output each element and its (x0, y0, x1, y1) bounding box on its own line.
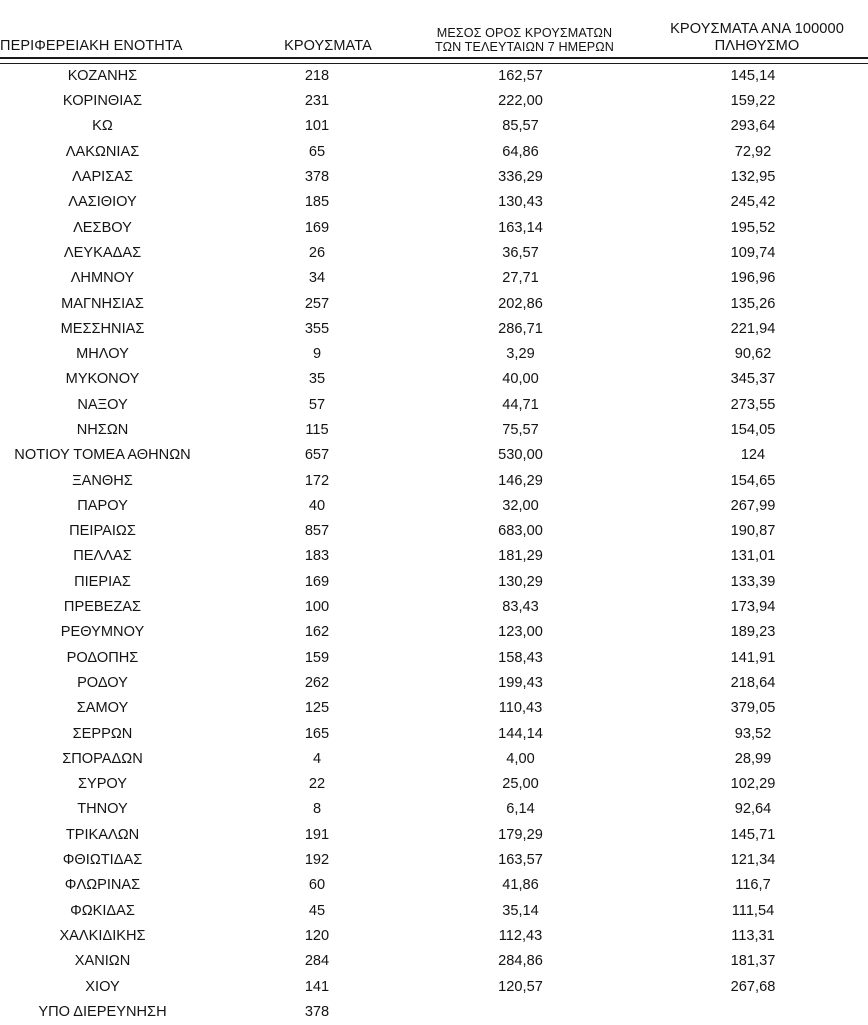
column-header-avg7days-line-1: ΜΕΣΟΣ ΟΡΟΣ ΚΡΟΥΣΜΑΤΩΝ (436, 25, 613, 40)
table-row (0, 216, 868, 241)
cell-avg: 530,00 (498, 447, 543, 464)
cell-cases: 65 (308, 143, 326, 160)
table-row (0, 165, 868, 190)
cell-region: ΧΑΛΚΙΔΙΚΗΣ (59, 927, 146, 944)
cell-region: ΝΟΤΙΟΥ ΤΟΜΕΑ ΑΘΗΝΩΝ (14, 447, 191, 464)
cell-per100k: 221,94 (730, 320, 776, 337)
cell-cases: 60 (308, 877, 326, 894)
cell-per100k: 135,26 (730, 295, 776, 312)
cell-cases: 35 (308, 371, 326, 388)
cell-cases: 257 (304, 295, 330, 312)
header-spacer-cell (253, 0, 403, 21)
cell-region: ΡΟΔΟΠΗΣ (66, 649, 139, 666)
cell-avg: 4,00 (506, 750, 535, 767)
table-row (0, 266, 868, 291)
cell-avg: 146,29 (498, 472, 543, 489)
cell-per100k: 141,91 (730, 649, 776, 666)
cell-region: ΧΙΟΥ (85, 978, 120, 995)
table-header (0, 0, 868, 63)
cell-region: ΡΕΘΥΜΝΟΥ (60, 624, 145, 641)
cell-avg: 27,71 (502, 270, 539, 287)
table-row (0, 747, 868, 772)
table-row (0, 367, 868, 392)
cell-avg: 336,29 (498, 169, 543, 186)
cell-per100k: 245,42 (730, 194, 776, 211)
cell-per100k: 72,92 (734, 143, 772, 160)
cell-cases: 26 (308, 244, 326, 261)
cell-cases: 378 (304, 1003, 330, 1020)
column-header-per-100000-population (646, 21, 868, 58)
cell-region: ΝΑΞΟΥ (77, 396, 128, 413)
table-row (0, 140, 868, 165)
cell-avg: 44,71 (502, 396, 539, 413)
cell-cases: 657 (304, 447, 330, 464)
table-row (0, 317, 868, 342)
table-row (0, 797, 868, 822)
cell-cases: 192 (304, 852, 330, 869)
cell-region: ΜΥΚΟΝΟΥ (65, 371, 140, 388)
table-row (0, 620, 868, 645)
table-row (0, 519, 868, 544)
cell-per100k: 195,52 (730, 219, 776, 236)
table-row (0, 292, 868, 317)
cell-region: ΚΟΡΙΝΘΙΑΣ (62, 93, 143, 110)
column-header-region-line-1: ΠΕΡΙΦΕΡΕΙΑΚΗ ΕΝΟΤΗΤΑ (0, 38, 183, 55)
cell-region: ΤΗΝΟΥ (77, 801, 128, 818)
cell-region: ΠΑΡΟΥ (77, 497, 128, 514)
cell-cases: 185 (304, 194, 330, 211)
cell-region: ΠΙΕΡΙΑΣ (74, 573, 131, 590)
cell-cases: 115 (305, 422, 329, 438)
table-row (0, 342, 868, 367)
cell-per100k: 190,87 (730, 523, 776, 540)
cell-per100k: 159,22 (730, 93, 776, 110)
table-row (0, 848, 868, 873)
cell-cases: 4 (312, 750, 322, 767)
cell-per100k: 102,29 (730, 776, 776, 793)
cell-cases: 159 (304, 649, 330, 666)
cell-per100k: 90,62 (734, 346, 772, 363)
cell-region: ΣΑΜΟΥ (76, 700, 129, 717)
cell-cases: 120 (304, 927, 330, 944)
cell-avg: 36,57 (502, 244, 539, 261)
cell-per100k: 145,14 (730, 67, 776, 84)
cell-cases: 162 (304, 624, 330, 641)
cell-region: ΚΟΖΑΝΗΣ (67, 67, 138, 84)
cell-avg: 123,00 (498, 624, 543, 641)
cell-per100k: 154,05 (730, 422, 776, 438)
cell-region: ΛΑΚΩΝΙΑΣ (65, 143, 140, 160)
cell-avg: 40,00 (502, 371, 539, 388)
cell-per100k: 173,94 (730, 599, 776, 616)
cell-avg: 130,43 (498, 194, 543, 211)
header-spacer-cell (646, 0, 868, 21)
cell-region: ΥΠΟ ΔΙΕΡΕΥΝΗΣΗ (38, 1003, 167, 1020)
cell-region: ΞΑΝΘΗΣ (72, 472, 133, 489)
cell-avg: 163,14 (498, 219, 543, 236)
cell-avg: 25,00 (502, 776, 539, 793)
cell-cases: 165 (304, 725, 330, 742)
cell-region: ΛΕΥΚΑΔΑΣ (63, 244, 142, 261)
cell-cases: 191 (304, 826, 330, 843)
cell-cases: 141 (304, 978, 330, 995)
table-row (0, 393, 868, 418)
cell-cases: 231 (304, 93, 330, 110)
cell-region: ΣΥΡΟΥ (77, 776, 128, 793)
cell-avg: 32,00 (502, 497, 539, 514)
cell-per100k: 267,99 (730, 497, 776, 514)
cell-region: ΣΕΡΡΩΝ (72, 725, 133, 742)
cell-region: ΧΑΝΙΩΝ (74, 953, 131, 970)
cell-region: ΦΩΚΙΔΑΣ (70, 902, 135, 919)
cell-cases: 45 (308, 902, 326, 919)
cell-avg: 64,86 (502, 143, 539, 160)
cell-per100k: 189,23 (730, 624, 776, 641)
cell-cases: 169 (304, 219, 330, 236)
cell-cases: 101 (304, 118, 330, 135)
header-spacer-row (0, 0, 868, 21)
cell-cases: 100 (304, 599, 330, 616)
table-row (0, 89, 868, 114)
cell-region: ΣΠΟΡΑΔΩΝ (62, 750, 143, 767)
table-row (0, 949, 868, 974)
cell-per100k: 379,05 (730, 700, 776, 717)
column-header-cases (253, 21, 403, 58)
cell-cases: 8 (312, 801, 322, 818)
cell-per100k: 111,54 (731, 902, 775, 919)
cell-cases: 172 (304, 472, 330, 489)
cell-avg: 6,14 (506, 801, 535, 818)
cell-per100k: 124 (740, 447, 766, 464)
cell-per100k: 345,37 (730, 371, 776, 388)
cell-avg: 110,43 (498, 700, 543, 717)
table-row (0, 190, 868, 215)
cell-region: ΜΗΛΟΥ (76, 346, 129, 363)
cell-per100k: 109,74 (730, 244, 776, 261)
cell-per100k: 93,52 (734, 725, 772, 742)
table-row (0, 443, 868, 468)
cell-cases: 378 (304, 169, 330, 186)
cell-per100k: 181,37 (730, 953, 776, 970)
cell-avg: 222,00 (498, 93, 543, 110)
column-header-cases-line-1: ΚΡΟΥΣΜΑΤΑ (284, 38, 372, 55)
table-row (0, 772, 868, 797)
cell-region: ΤΡΙΚΑΛΩΝ (65, 826, 140, 843)
cell-avg: 179,29 (498, 826, 543, 843)
cell-avg: 162,57 (498, 67, 543, 84)
table-row (0, 418, 868, 443)
cell-per100k: 273,55 (730, 396, 776, 413)
column-header-avg7days-line-2: ΤΩΝ ΤΕΛΕΥΤΑΙΩΝ 7 ΗΜΕΡΩΝ (435, 40, 614, 55)
cell-avg: 75,57 (502, 422, 539, 438)
cell-cases: 22 (308, 776, 326, 793)
table-row (0, 873, 868, 898)
table-row (0, 899, 868, 924)
table-row (0, 570, 868, 595)
cell-per100k: 131,01 (730, 548, 776, 565)
cell-cases: 355 (304, 320, 330, 337)
column-header-per-100000-population-line-2: ΠΛΗΘΥΣΜΟ (714, 37, 800, 54)
cell-per100k: 121,34 (730, 852, 776, 869)
cell-avg: 35,14 (502, 902, 539, 919)
table-row (0, 671, 868, 696)
table-row (0, 469, 868, 494)
cell-region: ΠΕΙΡΑΙΩΣ (69, 523, 136, 540)
cell-per100k: 145,71 (730, 826, 776, 843)
cell-avg: 85,57 (502, 118, 539, 135)
cell-cases: 857 (304, 523, 330, 540)
cell-region: ΜΑΓΝΗΣΙΑΣ (61, 295, 144, 312)
cell-per100k (646, 1000, 868, 1025)
cell-per100k: 28,99 (734, 750, 772, 767)
cell-cases: 34 (308, 270, 326, 287)
table-row (0, 241, 868, 266)
cell-avg: 41,86 (502, 877, 539, 894)
cell-region: ΛΑΣΙΘΙΟΥ (68, 194, 137, 211)
cell-cases: 262 (304, 674, 330, 691)
cell-region: ΛΕΣΒΟΥ (73, 219, 132, 236)
cell-region: ΦΛΩΡΙΝΑΣ (64, 877, 141, 894)
cell-avg: 683,00 (498, 523, 543, 540)
cell-avg: 130,29 (498, 573, 543, 590)
cell-region: ΝΗΣΩΝ (76, 422, 129, 438)
cell-per100k: 293,64 (730, 118, 776, 135)
table-row (0, 63, 868, 89)
cell-per100k: 267,68 (730, 978, 776, 995)
cell-cases: 125 (304, 700, 330, 717)
header-spacer-cell (403, 0, 646, 21)
table-row (0, 114, 868, 139)
cell-cases: 40 (308, 497, 326, 514)
cell-per100k: 113,31 (731, 927, 775, 944)
cell-region: ΠΡΕΒΕΖΑΣ (63, 599, 142, 616)
cell-region: ΜΕΣΣΗΝΙΑΣ (60, 320, 145, 337)
cell-avg: 202,86 (498, 295, 543, 312)
column-header-row (0, 21, 868, 58)
cell-region: ΚΩ (92, 118, 113, 135)
cell-avg: 286,71 (498, 320, 543, 337)
cell-avg: 181,29 (498, 548, 543, 565)
cell-avg: 158,43 (498, 649, 543, 666)
cell-avg: 163,57 (498, 852, 543, 869)
table-row (0, 494, 868, 519)
cell-per100k: 92,64 (734, 801, 772, 818)
cell-per100k: 154,65 (730, 472, 776, 489)
cell-region: ΠΕΛΛΑΣ (73, 548, 132, 565)
cell-avg: 120,57 (498, 978, 543, 995)
cell-per100k: 132,95 (730, 169, 776, 186)
table-body (0, 63, 868, 1025)
cell-avg (403, 1000, 646, 1025)
cell-per100k: 196,96 (730, 270, 776, 287)
table-row (0, 696, 868, 721)
cell-per100k: 133,39 (730, 573, 776, 590)
cell-region: ΛΗΜΝΟΥ (70, 270, 135, 287)
cell-avg: 199,43 (498, 674, 543, 691)
cell-avg: 144,14 (498, 725, 543, 742)
table-row (0, 544, 868, 569)
cell-region: ΦΘΙΩΤΙΔΑΣ (62, 852, 143, 869)
cell-region: ΛΑΡΙΣΑΣ (71, 169, 134, 186)
cell-cases: 183 (304, 548, 330, 565)
cell-cases: 284 (304, 953, 330, 970)
table-row (0, 924, 868, 949)
table-row (0, 595, 868, 620)
cell-cases: 169 (304, 573, 330, 590)
cell-avg: 284,86 (498, 953, 543, 970)
header-spacer-cell (0, 0, 253, 21)
table-row (0, 823, 868, 848)
table-row (0, 646, 868, 671)
cell-avg: 112,43 (498, 927, 543, 944)
column-header-avg7days (403, 21, 646, 58)
column-header-region (0, 21, 253, 58)
cell-avg: 3,29 (506, 346, 535, 363)
cell-cases: 9 (312, 346, 322, 363)
table-row (0, 722, 868, 747)
cell-region: ΡΟΔΟΥ (77, 674, 128, 691)
cell-cases: 57 (308, 396, 326, 413)
table-row (0, 975, 868, 1000)
cell-avg: 83,43 (502, 599, 539, 616)
cell-per100k: 218,64 (730, 674, 776, 691)
cell-cases: 218 (304, 67, 330, 84)
table-row (0, 1000, 868, 1025)
cell-per100k: 116,7 (735, 877, 771, 894)
column-header-per-100000-population-line-1: ΚΡΟΥΣΜΑΤΑ ΑΝΑ 100000 (670, 21, 844, 37)
